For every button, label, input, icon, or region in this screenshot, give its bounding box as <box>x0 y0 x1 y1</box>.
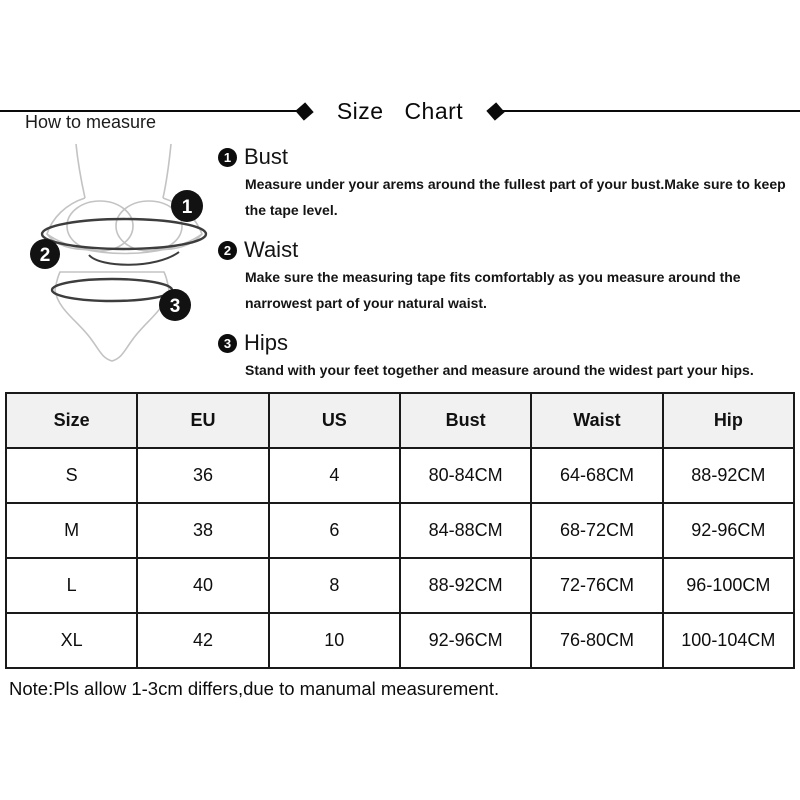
cell-hip: 88-92CM <box>663 448 794 503</box>
cell-hip: 100-104CM <box>663 613 794 668</box>
cell-eu: 38 <box>137 503 268 558</box>
cell-hip: 96-100CM <box>663 558 794 613</box>
col-header-bust: Bust <box>400 393 531 448</box>
cell-eu: 42 <box>137 613 268 668</box>
table-row <box>6 503 794 558</box>
step-bust-heading <box>218 143 793 171</box>
step-bust-label: Bust <box>244 144 289 169</box>
bikini-measure-illustration <box>28 138 223 378</box>
badge-2-number: 2 <box>39 245 51 266</box>
cell-bust: 88-92CM <box>400 558 531 613</box>
title-rule-right <box>500 110 800 112</box>
col-header-us: US <box>269 393 400 448</box>
step-hips-heading <box>218 329 793 357</box>
diamond-icon <box>295 102 313 120</box>
cell-waist: 68-72CM <box>531 503 662 558</box>
cell-waist: 76-80CM <box>531 613 662 668</box>
step-hips-description: Stand with your feet together and measure around the widest part your hips. <box>245 362 754 378</box>
col-header-hip: Hip <box>663 393 794 448</box>
page-title: Size Chart <box>336 97 464 124</box>
col-header-eu: EU <box>137 393 268 448</box>
cell-bust: 92-96CM <box>400 613 531 668</box>
cell-us: 8 <box>269 558 400 613</box>
table-row <box>6 558 794 613</box>
cell-us: 6 <box>269 503 400 558</box>
step-bust-description: Measure under your arems around the fullest part of your bust.Make sure to keep the tape level. <box>245 176 786 218</box>
cell-hip: 92-96CM <box>663 503 794 558</box>
step-1-badge: 1 <box>218 148 237 167</box>
diamond-icon <box>487 102 505 120</box>
step-waist <box>218 236 793 316</box>
step-bust <box>218 143 793 223</box>
bra-cup-left <box>67 201 133 251</box>
bra-strap-right <box>163 144 171 198</box>
briefs-outline <box>55 272 169 361</box>
step-2-badge: 2 <box>218 241 237 260</box>
step-hips <box>218 329 793 383</box>
size-table <box>5 392 795 669</box>
table-row <box>6 448 794 503</box>
cell-waist: 64-68CM <box>531 448 662 503</box>
cell-eu: 36 <box>137 448 268 503</box>
badge-3-number: 3 <box>169 296 181 317</box>
table-row <box>6 613 794 668</box>
col-header-size: Size <box>6 393 137 448</box>
cell-size: XL <box>6 613 137 668</box>
cell-waist: 72-76CM <box>531 558 662 613</box>
size-table-header-row <box>6 393 794 448</box>
step-3-badge: 3 <box>218 334 237 353</box>
col-header-waist: Waist <box>531 393 662 448</box>
cell-us: 4 <box>269 448 400 503</box>
cell-size: L <box>6 558 137 613</box>
cell-bust: 84-88CM <box>400 503 531 558</box>
cell-bust: 80-84CM <box>400 448 531 503</box>
step-waist-description: Make sure the measuring tape fits comfortably as you measure around the narrowest part of your natural waist. <box>245 269 741 311</box>
hip-tape <box>52 279 172 301</box>
measurement-note: Note:Pls allow 1-3cm differs,due to manumal measurement. <box>9 678 500 699</box>
cell-us: 10 <box>269 613 400 668</box>
how-to-measure-heading: How to measure <box>25 112 157 132</box>
step-waist-heading <box>218 236 793 264</box>
cell-size: S <box>6 448 137 503</box>
bust-tape <box>42 219 206 249</box>
bra-strap-left <box>76 144 85 198</box>
badge-1-number: 1 <box>181 197 193 218</box>
step-waist-label: Waist <box>244 237 299 262</box>
cell-size: M <box>6 503 137 558</box>
step-hips-label: Hips <box>244 330 289 355</box>
cell-eu: 40 <box>137 558 268 613</box>
measure-steps <box>218 143 793 396</box>
